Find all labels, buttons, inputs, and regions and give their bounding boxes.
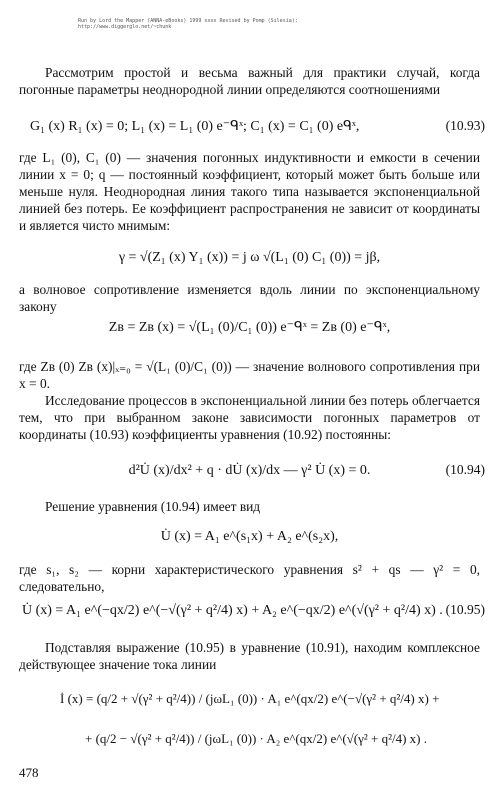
equation-10-93-number: (10.93) — [445, 118, 485, 133]
equation-gamma: γ = √(Z₁ (x) Y₁ (x)) = j ω √(L₁ (0) C₁ (0)) = jβ, — [118, 250, 381, 265]
equation-current-line1: İ (x) = (q/2 + √(γ² + q²/4)) / (jωL₁ (0)) · A₁ e^(qx/2) e^(−√(γ² + q²/4) x) + — [60, 691, 440, 706]
equation-10-95-number: (10.95) — [445, 602, 485, 617]
paragraph-definitions: где L₁ (0), C₁ (0) — значения погонных индуктивности и емкости в сечении линии x = 0; q — постоянный коэффициент, который может быть больше или меньше нуля. Неоднородная линия такого типа называется экспоненциальной линией без потерь. Ее коэффициент распространения не зависит от координаты и является чисто мнимым: — [19, 150, 480, 233]
equation-current-line2: + (q/2 − √(γ² + q²/4)) / (jωL₁ (0)) · A₂ e^(qx/2) e^(√(γ² + q²/4) x) . — [85, 731, 428, 746]
paragraph-current: Подставляя выражение (10.95) в уравнение (10.91), находим комплексное действующее значение тока линии — [19, 640, 480, 672]
equation-10-94-number: (10.94) — [445, 462, 485, 477]
equation-10-94: d²U̇ (x)/dx² + q · dU̇ (x)/dx — γ² U̇ (x) = 0. — [128, 463, 371, 478]
equation-wave-impedance: Zв = Zв (x) = √(L₁ (0)/C₁ (0)) e⁻ᑫˣ = Zв (0) e⁻ᑫˣ, — [108, 320, 391, 335]
equation-solution: U̇ (x) = A₁ e^(s₁x) + A₂ e^(s₂x), — [160, 529, 339, 544]
header-note: Run by Lord the Mapper (ANNA-eBooks) 1999 xxxx Revised by Pomp (Silesia); http://www.diggerglo.net/~chunk — [78, 18, 298, 30]
paragraph-impedance-at-zero: где Zв (0) Zв (x)|ₓ₌₀ = √(L₁ (0)/C₁ (0)) — значение волнового сопротивления при x = 0. — [19, 359, 480, 391]
page-number: 478 — [19, 765, 39, 780]
equation-10-95: U̇ (x) = A₁ e^(−qx/2) e^(−√(γ² + q²/4) x) + A₂ e^(−qx/2) e^(√(γ² + q²/4) x) . — [22, 603, 443, 618]
paragraph-intro: Рассмотрим простой и весьма важный для практики случай, когда погонные параметры неоднородной линии определяются соотношениями — [19, 65, 480, 97]
paragraph-solution-intro: Решение уравнения (10.94) имеет вид — [45, 499, 261, 514]
paragraph-wave-impedance: а волновое сопротивление изменяется вдоль линии по экспоненциальному закону — [19, 282, 480, 314]
equation-10-93: G₁ (x) R₁ (x) = 0; L₁ (x) = L₁ (0) e⁻ᑫˣ; C₁ (x) = C₁ (0) eᑫˣ, — [30, 119, 360, 134]
paragraph-study: Исследование процессов в экспоненциальной линии без потерь облегчается тем, что при выбранном законе зависимости погонных параметров от координаты (10.93) коэффициенты уравнения (10.92) постоянны: — [19, 393, 480, 442]
paragraph-roots: где s₁, s₂ — корни характеристического уравнения s² + qs — γ² = 0, следовательно, — [19, 562, 480, 594]
